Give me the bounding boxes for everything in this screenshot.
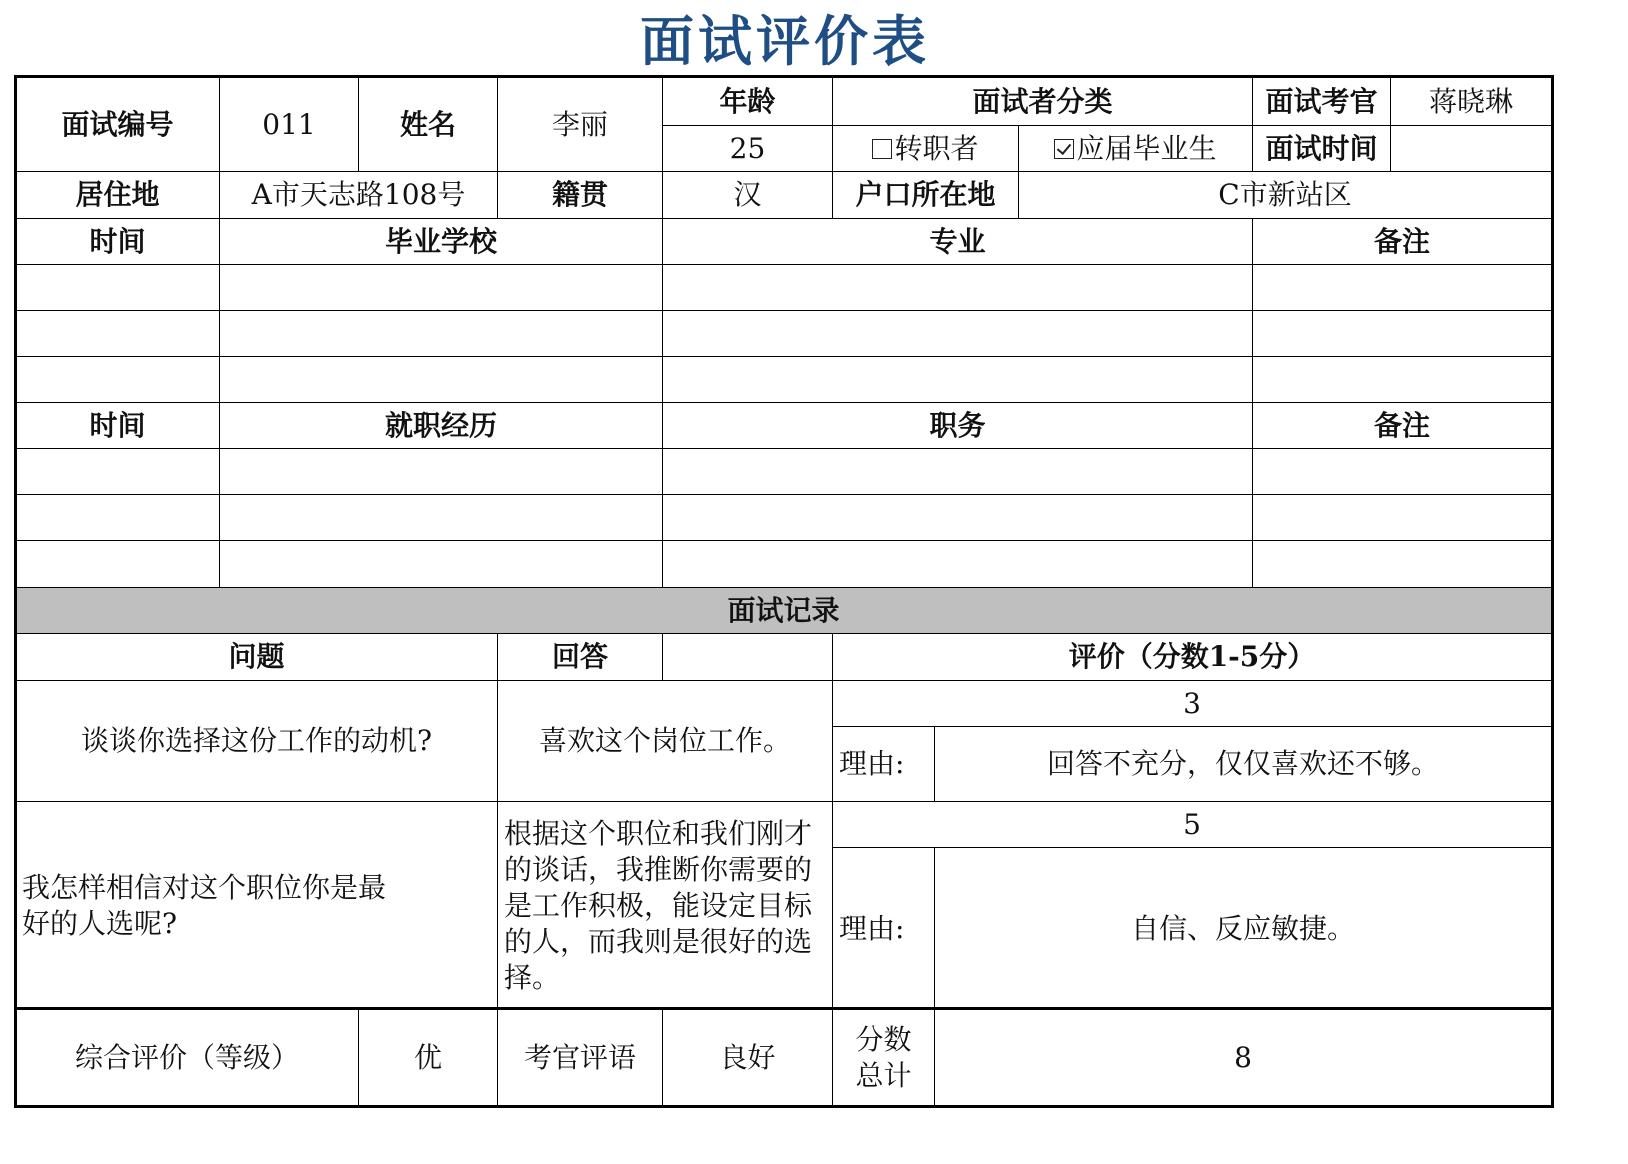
- employment-row-2-notes[interactable]: [1252, 494, 1552, 541]
- education-row-2-time[interactable]: [15, 310, 220, 357]
- education-header-notes: 备注: [1252, 218, 1552, 265]
- total-score-value[interactable]: 8: [934, 1009, 1552, 1106]
- residence-value[interactable]: A市天志路108号: [219, 171, 498, 219]
- employment-row-3-experience[interactable]: [219, 540, 663, 588]
- question-1[interactable]: 谈谈你选择这份工作的动机?: [15, 680, 498, 802]
- evaluation-header: 评价（分数1-5分）: [832, 633, 1552, 681]
- employment-row-2-experience[interactable]: [219, 494, 663, 541]
- category-label: 面试者分类: [832, 77, 1253, 126]
- reason-label-2: 理由:: [832, 847, 935, 1010]
- score-2[interactable]: 5: [832, 801, 1552, 848]
- origin-label: 籍贯: [497, 171, 663, 219]
- interviewer-label: 面试考官: [1252, 77, 1391, 126]
- question-header: 问题: [15, 633, 498, 681]
- employment-row-1-time[interactable]: [15, 448, 220, 495]
- employment-header-experience: 就职经历: [219, 402, 663, 449]
- education-row-3-time[interactable]: [15, 356, 220, 403]
- answer-header: 回答: [497, 633, 663, 681]
- education-header-major: 专业: [662, 218, 1253, 265]
- education-header-time: 时间: [15, 218, 220, 265]
- id-label: 面试编号: [15, 77, 220, 172]
- category-option-label: 转职者: [894, 131, 979, 165]
- employment-row-3-notes[interactable]: [1252, 540, 1552, 588]
- education-row-2-notes[interactable]: [1252, 310, 1552, 357]
- education-row-2-major[interactable]: [662, 310, 1253, 357]
- question-2[interactable]: 我怎样相信对这个职位你是最好的人选呢?: [15, 801, 498, 1010]
- total-score-label: 分数总计: [832, 1009, 935, 1106]
- page-title: 面试评价表: [640, 9, 930, 73]
- reason-label-1: 理由:: [832, 726, 935, 802]
- id-value[interactable]: 011: [219, 77, 359, 172]
- examiner-comment-label: 考官评语: [497, 1009, 663, 1106]
- summary-divider: [14, 1007, 1554, 1010]
- overall-rating-value[interactable]: 优: [358, 1009, 498, 1106]
- interview-record-section-title: 面试记录: [15, 587, 1552, 634]
- score-1[interactable]: 3: [832, 680, 1552, 727]
- employment-header-time: 时间: [15, 402, 220, 449]
- origin-value[interactable]: 汉: [662, 171, 833, 219]
- education-row-3-notes[interactable]: [1252, 356, 1552, 403]
- examiner-comment-value[interactable]: 良好: [662, 1009, 833, 1106]
- education-row-1-major[interactable]: [662, 264, 1253, 311]
- reason-2[interactable]: 自信、反应敏捷。: [934, 847, 1552, 1010]
- checkbox-unchecked-icon[interactable]: [872, 139, 892, 159]
- employment-row-1-notes[interactable]: [1252, 448, 1552, 495]
- employment-header-position: 职务: [662, 402, 1253, 449]
- education-row-1-school[interactable]: [219, 264, 663, 311]
- answer-1[interactable]: 喜欢这个岗位工作。: [497, 680, 833, 802]
- name-value[interactable]: 李丽: [497, 77, 663, 172]
- category-option-label: 应届毕业生: [1076, 131, 1217, 165]
- interview-time-label: 面试时间: [1252, 125, 1391, 172]
- residence-label: 居住地: [15, 171, 220, 219]
- hukou-label: 户口所在地: [832, 171, 1019, 219]
- education-row-1-notes[interactable]: [1252, 264, 1552, 311]
- age-value[interactable]: 25: [662, 125, 833, 172]
- answer-2[interactable]: 根据这个职位和我们刚才的谈话，我推断你需要的是工作积极，能设定目标的人，而我则是很好的选择。: [497, 801, 833, 1010]
- employment-row-3-time[interactable]: [15, 540, 220, 588]
- education-row-2-school[interactable]: [219, 310, 663, 357]
- employment-row-3-position[interactable]: [662, 540, 1253, 588]
- checkbox-checked-icon[interactable]: [1054, 139, 1074, 159]
- employment-row-1-experience[interactable]: [219, 448, 663, 495]
- category-option-transfer[interactable]: [832, 125, 1019, 172]
- reason-1[interactable]: 回答不充分，仅仅喜欢还不够。: [934, 726, 1552, 802]
- hukou-value[interactable]: C市新站区: [1018, 171, 1552, 219]
- interview-time-value[interactable]: [1390, 125, 1552, 172]
- education-row-1-time[interactable]: [15, 264, 220, 311]
- age-label: 年龄: [662, 77, 833, 126]
- employment-row-2-position[interactable]: [662, 494, 1253, 541]
- name-label: 姓名: [358, 77, 498, 172]
- employment-row-1-position[interactable]: [662, 448, 1253, 495]
- overall-rating-label: 综合评价（等级）: [15, 1009, 359, 1106]
- employment-header-notes: 备注: [1252, 402, 1552, 449]
- education-row-3-school[interactable]: [219, 356, 663, 403]
- education-row-3-major[interactable]: [662, 356, 1253, 403]
- category-option-graduate[interactable]: [1018, 125, 1253, 172]
- education-header-school: 毕业学校: [219, 218, 663, 265]
- employment-row-2-time[interactable]: [15, 494, 220, 541]
- interviewer-value[interactable]: 蒋晓琳: [1390, 77, 1552, 126]
- answer-header-blank: [662, 633, 833, 681]
